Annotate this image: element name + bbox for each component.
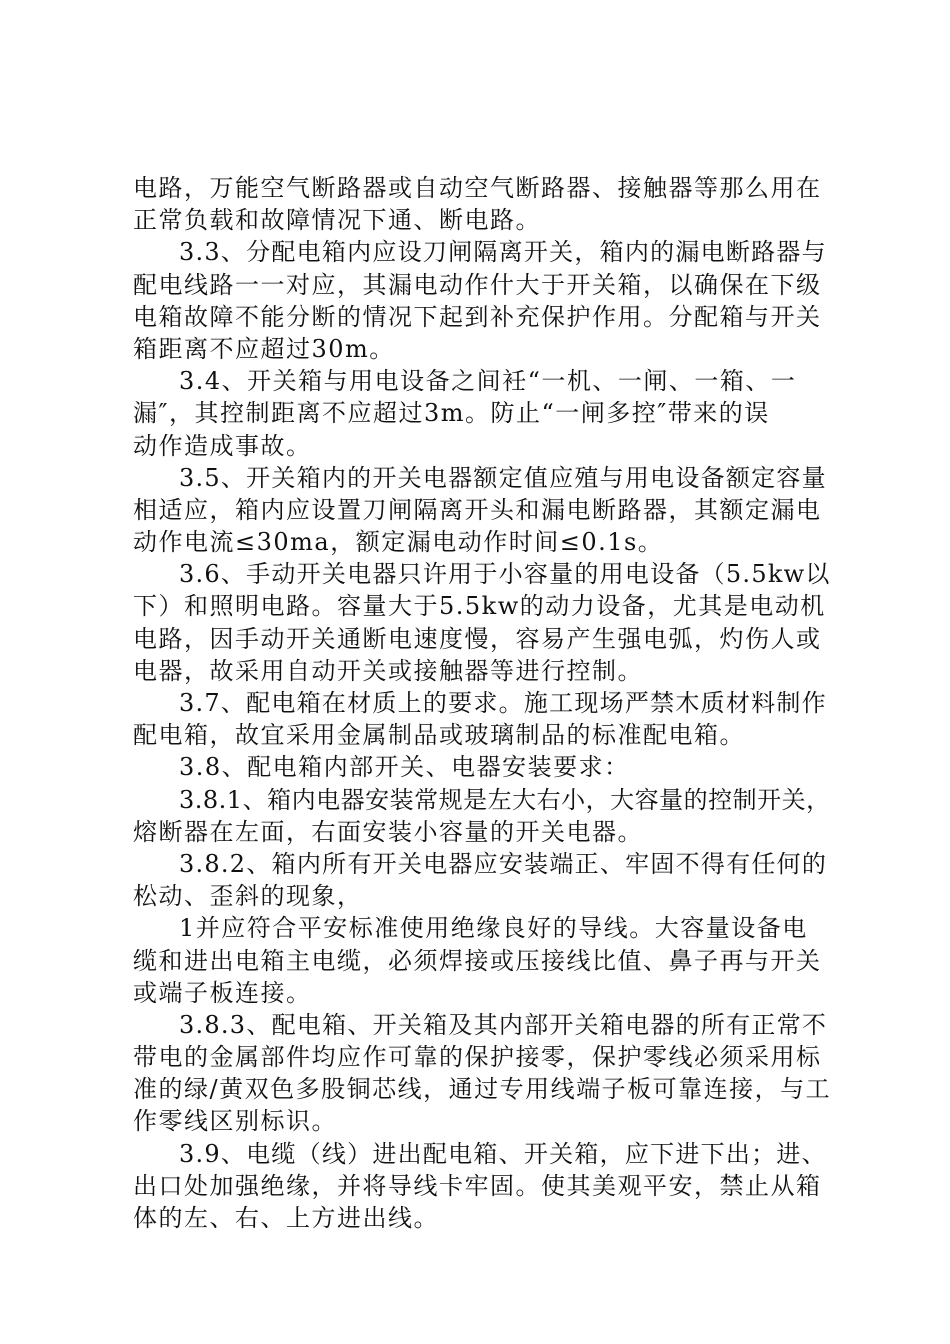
text-line: 漏″，其控制距离不应超过3m。防止“一闸多控″带来的误 — [133, 399, 770, 428]
text-line: 电路，因手动开关通断电速度慢，容易产生强电弧，灼伤人或 — [133, 624, 822, 653]
text-line: 下）和照明电路。容量大于5.5kw的动力设备，尤其是电动机 — [133, 592, 826, 621]
text-line: 3.6、手动开关电器只许用于小容量的用电设备（5.5kw以 — [179, 560, 831, 589]
text-line: 箱距离不应超过30m。 — [133, 334, 395, 363]
text-line: 熔断器在左面，右面安装小容量的开关电器。 — [133, 817, 643, 846]
text-line: 配电线路一一对应，其漏电动作什大于开关箱，以确保在下级 — [133, 270, 822, 299]
text-line: 配电箱，故宜采用金属制品或玻璃制品的标准配电箱。 — [133, 721, 745, 750]
text-line: 电路，万能空气断路器或自动空气断路器、接触器等那么用在 — [133, 174, 822, 202]
text-line: 动作电流≤30ma，额定漏电动作时间≤0.1s。 — [133, 528, 664, 557]
text-line: 3.7、配电箱在材质上的要求。施工现场严禁木质材料制作 — [179, 689, 827, 717]
text-line: 3.9、电缆（线）进出配电箱、开关箱，应下进下出；进、 — [179, 1139, 827, 1168]
text-line: 1并应符合平安标准使用绝缘良好的导线。大容量设备电 — [179, 914, 808, 943]
text-line: 电器，故采用自动开关或接触器等进行控制。 — [133, 656, 643, 685]
text-line: 出口处加强绝缘，并将导线卡牢固。使其美观平安，禁止从箱 — [133, 1171, 822, 1200]
text-line: 作零线区别标识。 — [133, 1107, 337, 1136]
text-line: 3.8.1、箱内电器安装常规是左大右小，大容量的控制开关， — [179, 785, 831, 814]
text-line: 或端子板连接。 — [133, 978, 312, 1007]
text-line: 3.8.3、配电箱、开关箱及其内部开关箱电器的所有正常不 — [179, 1010, 828, 1039]
text-line: 3.8、配电箱内部开关、电器安装要求： — [179, 753, 630, 782]
text-line: 带电的金属部件均应作可靠的保护接零，保护零线必须采用标 — [133, 1043, 822, 1072]
document-body — [133, 172, 833, 1234]
text-line: 3.8.2、箱内所有开关电器应安装端正、牢固不得有任何的 — [179, 849, 828, 878]
text-line: 体的左、右、上方进出线。 — [133, 1204, 439, 1232]
text-line: 缆和进出电箱主电缆，必须焊接或压接线比值、鼻子再与开关 — [133, 946, 822, 975]
text-line: 3.5、开关箱内的开关电器额定值应殖与用电设备额定容量 — [179, 463, 827, 492]
text-line: 正常负载和故障情况下通、断电路。 — [133, 206, 541, 235]
text-line: 电箱故障不能分断的情况下起到补充保护作用。分配箱与开关 — [133, 302, 822, 331]
text-line: 松动、歪斜的现象， — [133, 882, 363, 911]
text-line: 相适应，箱内应设置刀闸隔离开头和漏电断路器，其额定漏电 — [133, 495, 822, 524]
text-line: 准的绿/黄双色多股铜芯线，通过专用线端子板可靠连接，与工 — [133, 1075, 832, 1104]
text-line: 3.3、分配电箱内应设刀闸隔离开关，箱内的漏电断路器与 — [179, 238, 827, 267]
text-line: 3.4、开关箱与用电设备之间衽“一机、一闸、一箱、一 — [179, 367, 797, 396]
text-line: 动作造成事故。 — [133, 431, 312, 460]
